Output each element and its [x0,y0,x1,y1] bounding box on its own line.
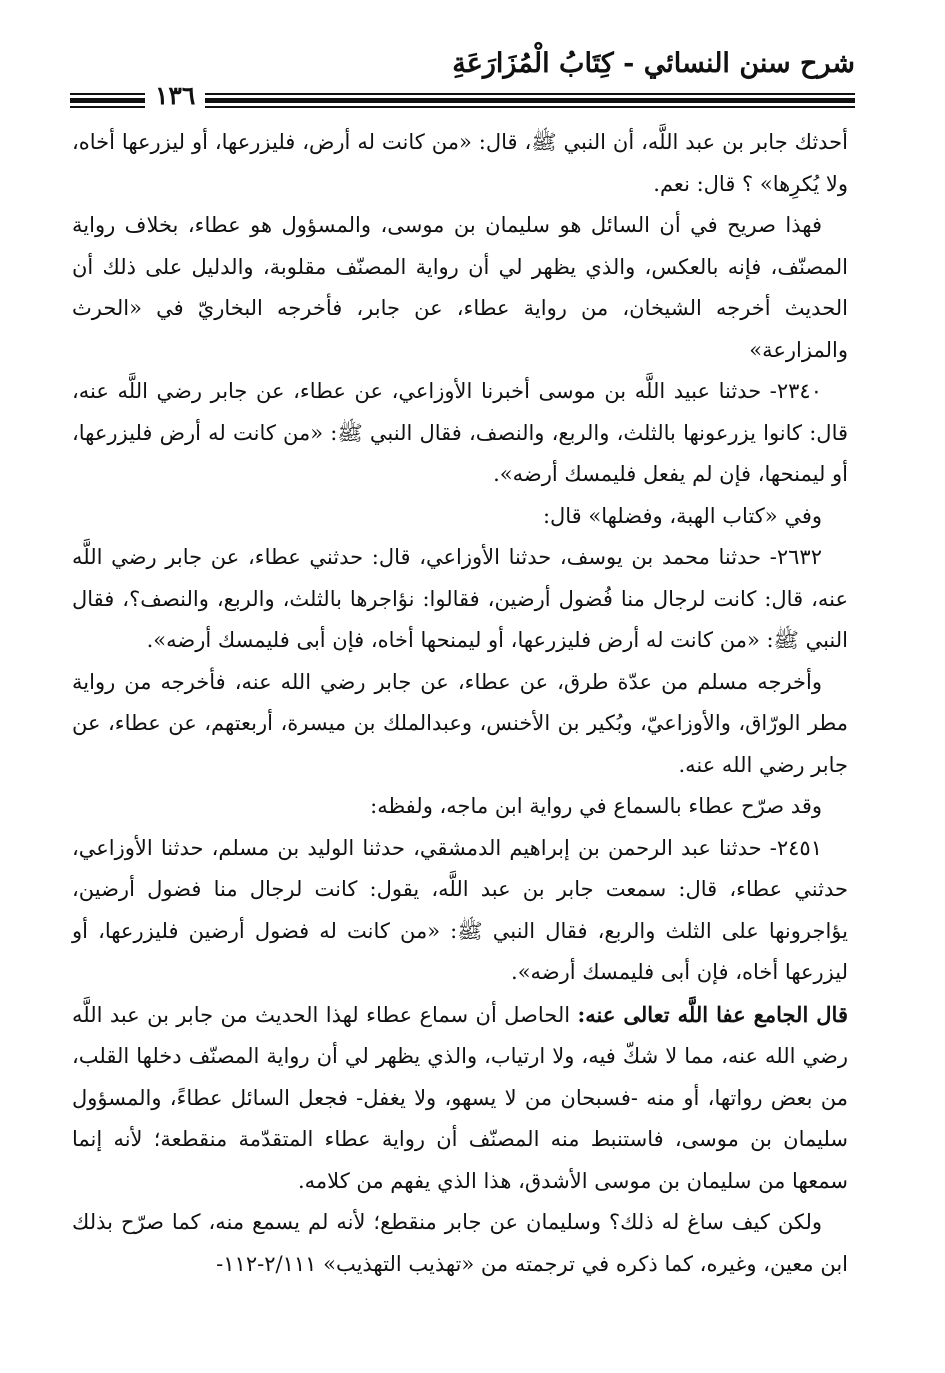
page-number: ١٣٦ [145,82,205,110]
paragraph-text: ٢٣٤٠- حدثنا عبيد اللَّه بن موسى أخبرنا الأوزاعي، عن عطاء، عن جابر رضي اللَّه عنه، قال: كانوا يزرعونها بالثلث، والربع، والنصف، فقال النبي ﷺ: «من كانت له أرض فليزرعها، أو ليمنحها، فإن لم يفعل فليمسك أرضه». [72,379,848,486]
paragraph-text: وفي «كتاب الهبة، وفضلها» قال: [542,503,822,528]
paragraph-8 [72,828,848,994]
paragraph-2 [72,205,848,371]
page-body [72,122,848,1285]
paragraph-9 [72,994,848,1203]
paragraph-text: ولكن كيف ساغ له ذلك؟ وسليمان عن جابر منقطع؛ لأنه لم يسمع منه، كما صرّح بذلك ابن معين، وغيره، كما ذكره في ترجمته من «تهذيب التهذيب» ٢/١١١-١١٢- [72,1210,848,1276]
paragraph-lead: قال الجامع عفا اللَّه تعالى عنه: [577,1001,848,1027]
paragraph-4 [72,496,848,538]
running-title: شرح سنن النسائي - كِتَابُ الْمُزَارَعَةِ [452,48,855,79]
paragraph-1 [72,122,848,205]
paragraph-3 [72,371,848,496]
paragraph-text: فهذا صريح في أن السائل هو سليمان بن موسى، والمسؤول هو عطاء، بخلاف رواية المصنّف، فإنه بالعكس، والذي يظهر لي أن رواية المصنّف مقلوبة، والدليل على ذلك أن الحديث أخرجه الشيخان، من رواية عطاء، عن جابر، فأخرجه البخاريّ في «الحرث والمزارعة» [72,213,848,362]
paragraph-6 [72,662,848,787]
paragraph-10 [72,1202,848,1285]
paragraph-text: ٢٤٥١- حدثنا عبد الرحمن بن إبراهيم الدمشقي، حدثنا الوليد بن مسلم، حدثنا الأوزاعي، حدثني عطاء، قال: سمعت جابر بن عبد اللَّه، يقول: كانت لرجال منا فضول أرضين، يؤاجرونها على الثلث والربع، فقال النبي ﷺ: «من كانت له فضول أرضين فليزرعها، أو ليزرعها أخاه، فإن أبى فليمسك أرضه». [72,835,848,984]
paragraph-text: وأخرجه مسلم من عدّة طرق، عن عطاء، عن جابر رضي الله عنه، فأخرجه من رواية مطر الورّاق، والأوزاعيّ، وبُكير بن الأخنس، وعبدالملك بن ميسرة، أربعتهم، عن عطاء، عن جابر رضي الله عنه. [72,669,848,777]
paragraph-7 [72,786,848,828]
paragraph-text: وقد صرّح عطاء بالسماع في رواية ابن ماجه، ولفظه: [370,794,822,818]
paragraph-text: الحاصل أن سماع عطاء لهذا الحديث من جابر بن عبد اللَّه رضي الله عنه، مما لا شكّ فيه، ولا ارتياب، والذي يظهر لي أن رواية المصنّف دخلها القلب، من بعض رواتها، أو منه -فسبحان من لا يسهو، ولا يغفل- فجعل السائل عطاءً، والمسؤول سليمان بن موسى، فاستنبط منه المصنّف أن رواية عطاء المتقدّمة منقطعة؛ لأنه إنما سمعها من سليمان بن موسى الأشدق، هذا الذي يفهم من كلامه. [72,1002,848,1193]
paragraph-text: ٢٦٣٢- حدثنا محمد بن يوسف، حدثنا الأوزاعي، قال: حدثني عطاء، عن جابر رضي اللَّه عنه، قال: كانت لرجال منا فُضول أرضين، فقالوا: نؤاجرها بالثلث، والربع، والنصف؟، فقال النبي ﷺ: «من كانت له أرض فليزرعها، أو ليمنحها أخاه، فإن أبى فليمسك أرضه». [72,545,848,652]
page-header [70,38,855,110]
paragraph-5 [72,537,848,662]
paragraph-text: أحدثك جابر بن عبد اللَّه، أن النبي ﷺ، قال: «من كانت له أرض، فليزرعها، أو ليزرعها أخاه، ولا يُكرِها» ؟ قال: نعم. [72,130,848,196]
